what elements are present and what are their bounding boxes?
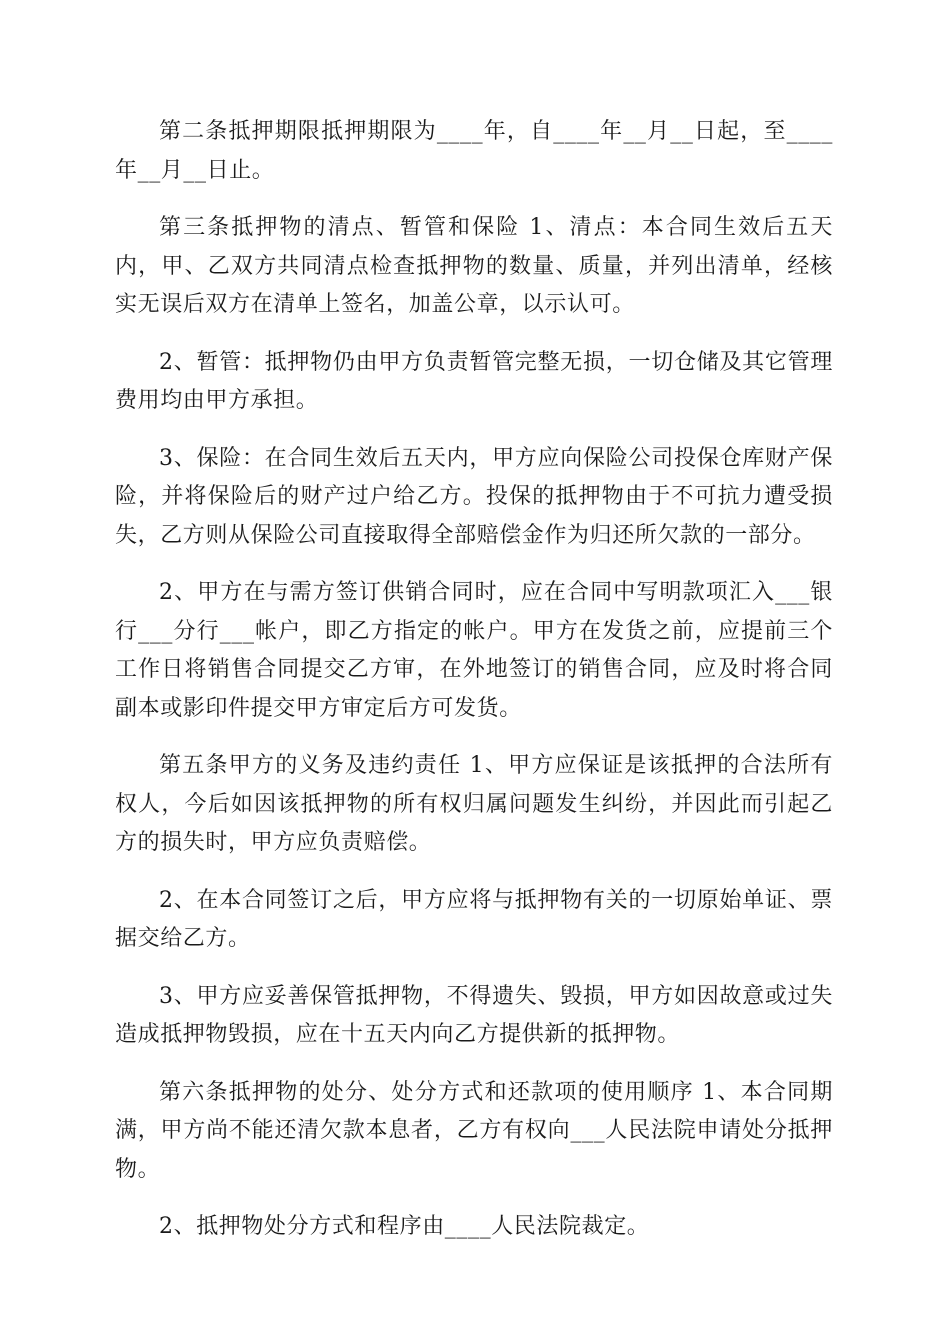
paragraph-inventory: 第三条抵押物的清点、暂管和保险 1、清点：本合同生效后五天内，甲、乙双方共同清点检查抵押物的数量、质量，并列出清单，经核实无误后双方在清单上签名，加盖公章，以示认可。 — [115, 215, 833, 317]
paragraph-insurance: 3、保险：在合同生效后五天内，甲方应向保险公司投保仓库财产保险，并将保险后的财产过户给乙方。投保的抵押物由于不可抗力遭受损失，乙方则从保险公司直接取得全部赔偿金作为归还所欠款的一部分。 — [115, 445, 833, 548]
paragraph-custody: 2、暂管：抵押物仍由甲方负责暂管完整无损，一切仓储及其它管理费用均由甲方承担。 — [115, 349, 833, 413]
paragraph-disposal: 第六条抵押物的处分、处分方式和还款项的使用顺序 1、本合同期满，甲方尚不能还清欠款本息者，乙方有权向___人民法院申请处分抵押物。 — [115, 1079, 833, 1182]
paragraph-mortgage-term: 第二条抵押期限抵押期限为____年，自____年__月__日起，至____年__月__日止。 — [115, 119, 833, 183]
document-body — [115, 113, 833, 1266]
paragraph-disposal-procedure: 2、抵押物处分方式和程序由____人民法院裁定。 — [159, 1214, 650, 1239]
paragraph-original-documents: 2、在本合同签订之后，甲方应将与抵押物有关的一切原始单证、票据交给乙方。 — [115, 887, 833, 951]
paragraph-party-a-obligations: 第五条甲方的义务及违约责任 1、甲方应保证是该抵押的合法所有权人，今后如因该抵押物的所有权归属问题发生纠纷，并因此而引起乙方的损失时，甲方应负责赔偿。 — [115, 753, 833, 855]
paragraph-safekeeping: 3、甲方应妥善保管抵押物，不得遗失、毁损，甲方如因故意或过失造成抵押物毁损，应在十五天内向乙方提供新的抵押物。 — [115, 983, 833, 1047]
paragraph-sales-contract: 2、甲方在与需方签订供销合同时，应在合同中写明款项汇入___银行___分行___帐户，即乙方指定的帐户。甲方在发货之前，应提前三个工作日将销售合同提交乙方审，在外地签订的销售合同，应及时将合同副本或影印件提交甲方审定后方可发货。 — [115, 580, 833, 721]
